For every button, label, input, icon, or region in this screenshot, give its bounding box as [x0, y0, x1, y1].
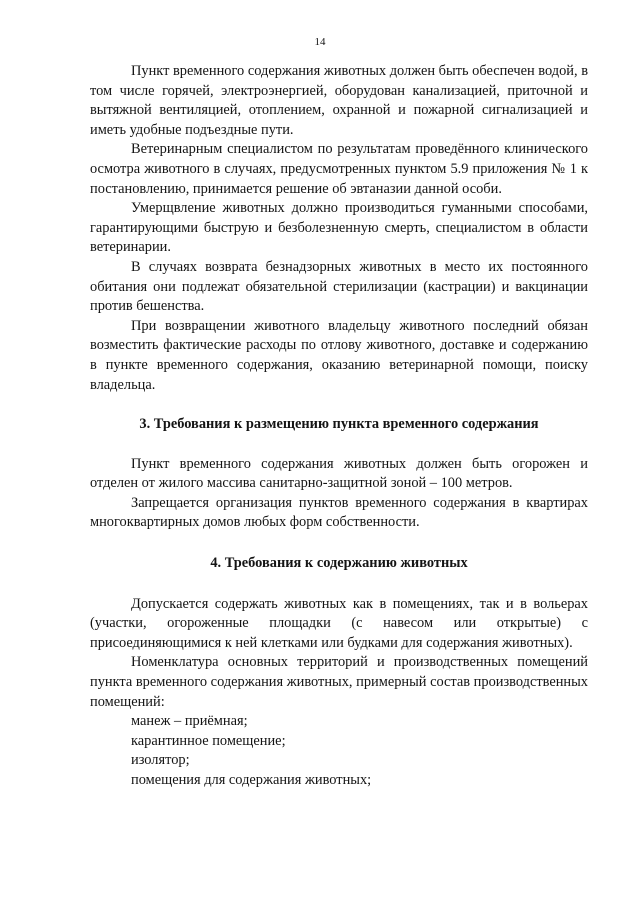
- premises-list: [90, 712, 588, 790]
- section-4-heading: 4. Требования к содержанию животных: [210, 555, 468, 572]
- paragraph: Умерщвление животных должно производиться гуманными способами, гарантирующими быструю и безболезненную смерть, специалистом в области ветеринарии.: [90, 200, 588, 256]
- list-item: помещения для содержания животных;: [131, 772, 372, 788]
- paragraph: Допускается содержать животных как в помещениях, так и в вольерах (участки, огороженные площадки (с навесом или открытые) с присоединяющимися к ней клетками или будками для содержания животных).: [90, 595, 588, 651]
- paragraph: При возвращении животного владельцу животного последний обязан возместить фактические расходы по отлову животного, доставке и содержанию в пункте временного содержания, оказанию ветеринарной помощи, поиску владельца.: [90, 317, 588, 393]
- section-3-heading: 3. Требования к размещению пункта временного содержания: [139, 416, 539, 433]
- paragraph: В случаях возврата безнадзорных животных в место их постоянного обитания они подлежат обязательной стерилизации (кастрации) и вакцинации против бешенства.: [90, 258, 588, 315]
- list-item: изолятор;: [131, 752, 190, 769]
- page-number: 14: [314, 36, 326, 48]
- list-item: манеж – приёмная;: [131, 713, 248, 730]
- paragraph: Ветеринарным специалистом по результатам проведённого клинического осмотра животного в случаях, предусмотренных пунктом 5.9 приложения № 1 к постановлению, принимается решение об эвтаназии данной особи.: [90, 141, 588, 197]
- paragraph: Пункт временного содержания животных должен быть огорожен и отделен от жилого массива санитарно-защитной зоной – 100 метров.: [90, 455, 588, 492]
- paragraph: Пункт временного содержания животных должен быть обеспечен водой, в том числе горячей, электроэнергией, оборудован канализацией, приточной и вытяжной вентиляцией, отоплением, охранной и пожарной сигнализацией и иметь удобные подъездные пути.: [90, 63, 588, 138]
- paragraph: Запрещается организация пунктов временного содержания в квартирах многоквартирных домов любых форм собственности.: [90, 494, 588, 531]
- list-item: карантинное помещение;: [131, 732, 286, 749]
- paragraph: Номенклатура основных территорий и производственных помещений пункта временного содержания животных, примерный состав производственных помещений:: [90, 654, 588, 710]
- document-body: [90, 62, 588, 791]
